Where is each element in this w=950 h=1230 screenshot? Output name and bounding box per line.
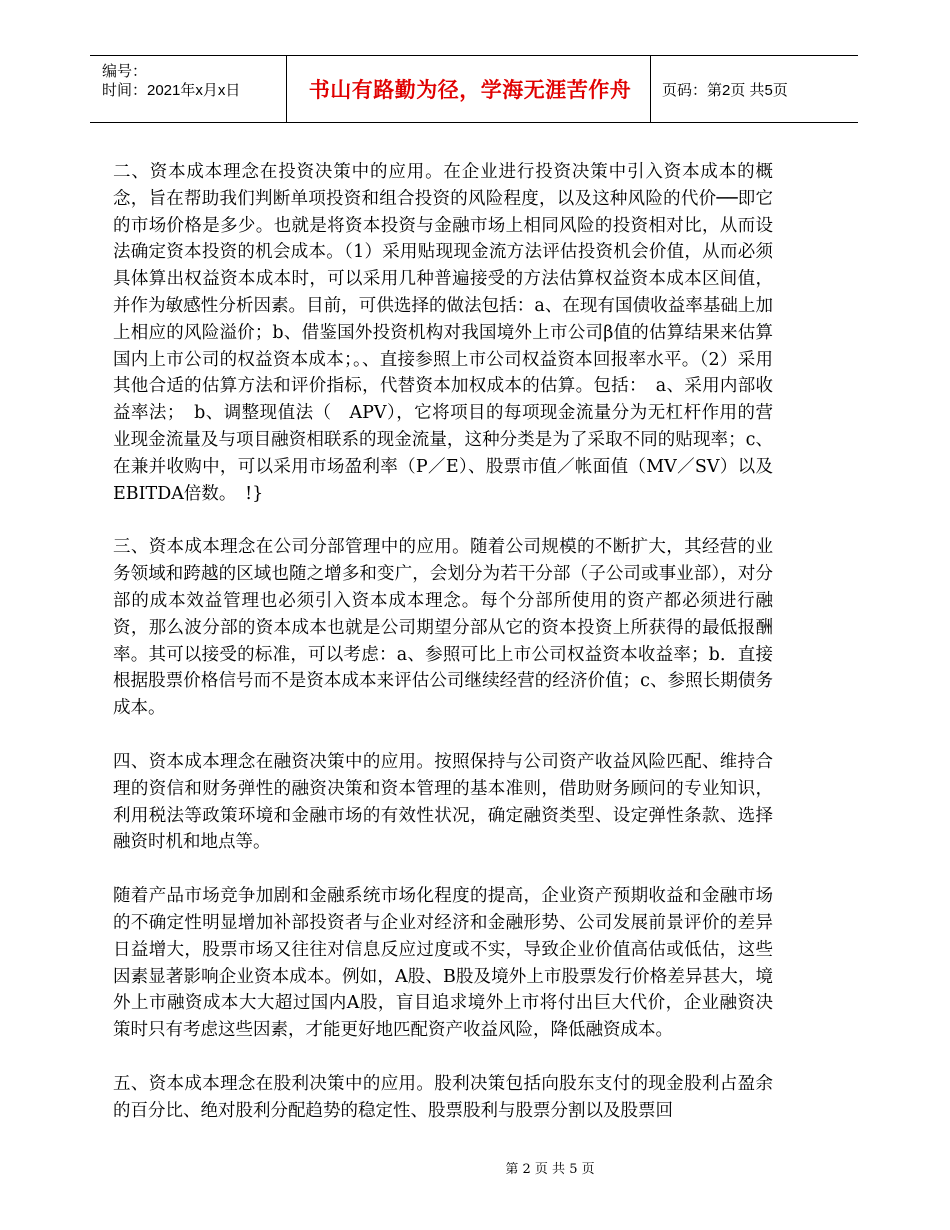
paragraph-market-competition: 随着产品市场竞争加剧和金融系统市场化程度的提高，企业资产预期收益和金融市场的不确定性明显增加补部投资者与企业对经济和金融形势、公司发展前景评价的差异日益增大，股票市场又往往对信息反应过度或不实，导致企业价值高估或低估，这些因素显著影响企业资本成本。例如，A股、B股及境外上市股票发行价格差异甚大，境外上市融资成本大大超过国内A股，盲目追求境外上市将付出巨大代价，企业融资决策时只有考虑这些因素，才能更好地匹配资产收益风险，降低融资成本。 <box>113 886 773 1041</box>
header-meta <box>102 62 240 100</box>
document-number-label: 编号： <box>102 63 148 80</box>
page-footer <box>0 1158 950 1177</box>
header-divider-right <box>650 56 651 122</box>
document-time-label: 时间：2021年x月x日 <box>102 82 241 99</box>
document-body <box>113 159 773 1152</box>
paragraph-dividend-decision: 五、资本成本理念在股利决策中的应用。股利决策包括向股东支付的现金股利占盈余的百分比、绝对股利分配趋势的稳定性、股票股利与股票分割以及股票回 <box>113 1073 773 1121</box>
header-page-info: 页码：第2页 共5页 <box>662 82 788 99</box>
page-header <box>90 55 858 123</box>
paragraph-financing-decision: 四、资本成本理念在融资决策中的应用。按照保持与公司资产收益风险匹配、维持合理的资信和财务弹性的融资决策和资本管理的基本准则，借助财务顾问的专业知识，利用税法等政策环境和金融市场的有效性状况，确定融资类型、设定弹性条款、选择融资时机和地点等。 <box>113 751 773 853</box>
header-motto: 书山有路勤为径，学海无涯苦作舟 <box>308 78 632 102</box>
paragraph-investment-decision: 二、资本成本理念在投资决策中的应用。在企业进行投资决策中引入资本成本的概念，旨在帮助我们判断单项投资和组合投资的风险程度，以及这种风险的代价──即它的市场价格是多少。也就是将资本投资与金融市场上相同风险的投资相对比，从而设法确定资本投资的机会成本。（1）采用贴现现金流方法评估投资机会价值，从而必须具体算出权益资本成本时，可以采用几种普遍接受的方法估算权益资本成本区间值，并作为敏感性分析因素。目前，可供选择的做法包括：a、在现有国债收益率基础上加上相应的风险溢价；b、借鉴国外投资机构对我国境外上市公司β值的估算结果来估算国内上市公司的权益资本成本；。、直接参照上市公司权益资本回报率水平。（2）采用其他合适的估算方法和评价指标，代替资本加权成本的估算。包括： a、采用内部收益率法； b、调整现值法（ APV），它将项目的每项现金流量分为无杠杆作用的营业现金流量及与项目融资相联系的现金流量，这种分类是为了采取不同的贴现率；c、在兼并收购中，可以采用市场盈利率（P／E）、股票市值／帐面值（MV／SV）以及EBITDA倍数。 !} <box>113 162 773 504</box>
footer-page-number: 第 2 页 共 5 页 <box>505 1162 595 1177</box>
paragraph-division-management: 三、资本成本理念在公司分部管理中的应用。随着公司规模的不断扩大，其经营的业务领域和跨越的区域也随之增多和变广，会划分为若干分部（子公司或事业部），对分部的成本效益管理也必须引入资本成本理念。每个分部所使用的资产都必须进行融资，那么波分部的资本成本也就是公司期望分部从它的资本投资上所获得的最低报酬率。其可以接受的标准，可以考虑：a、参照可比上市公司权益资本收益率；b．直接根据股票价格信号而不是资本成本来评估公司继续经营的经济价值；c、参照长期债务成本。 <box>113 537 773 719</box>
header-divider-left <box>286 56 287 122</box>
